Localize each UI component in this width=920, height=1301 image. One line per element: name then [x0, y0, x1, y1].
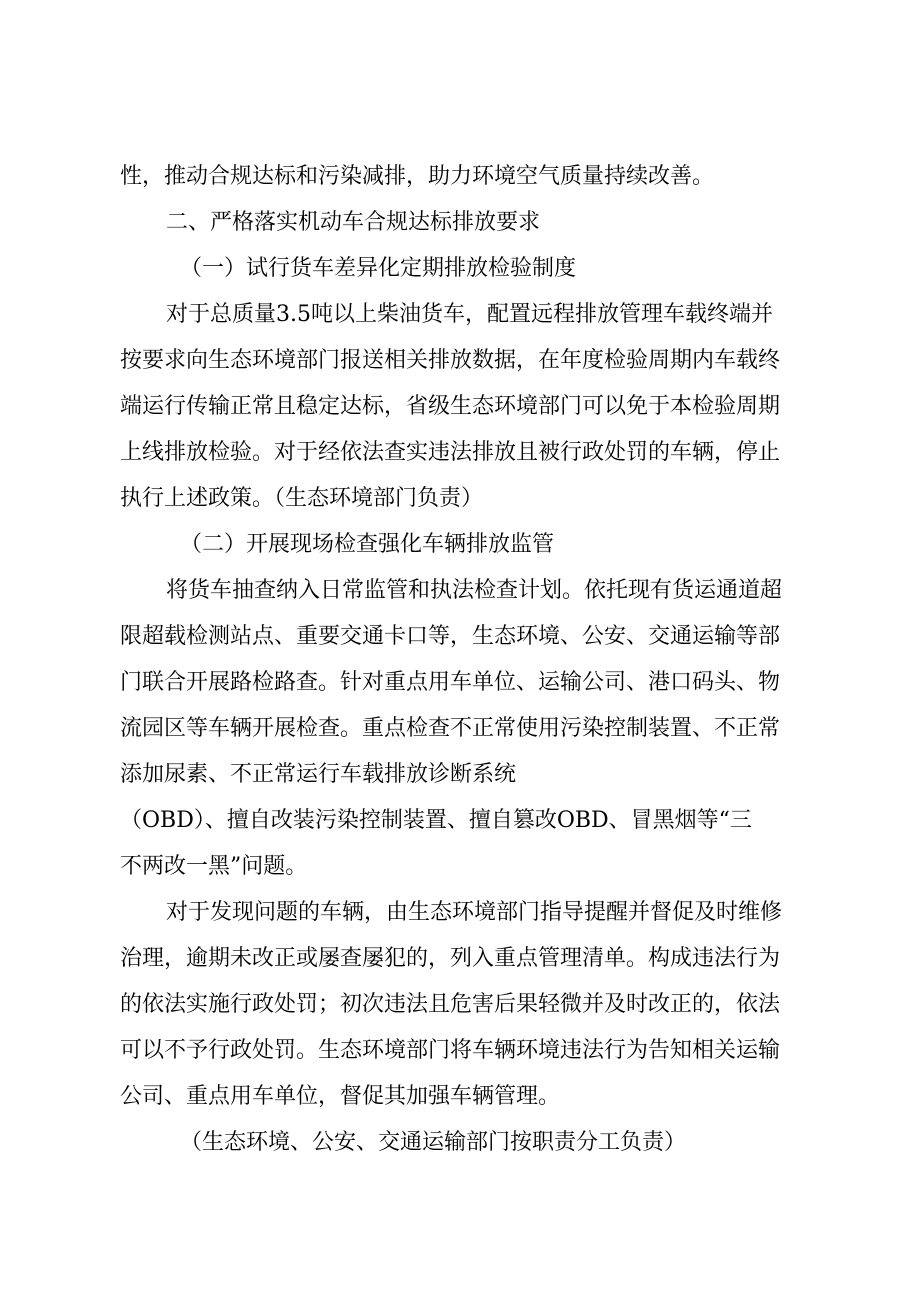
subsection-heading: （二）开展现场检查强化车辆排放监管	[180, 532, 555, 557]
text-line: 对于总质量3.5吨以上柴油货车，配置远程排放管理车载终端并	[166, 302, 773, 327]
text-line: 治理，逾期未改正或屡查屡犯的，列入重点管理清单。构成违法行为	[120, 946, 781, 971]
subsection-heading: （一）试行货车差异化定期排放检验制度	[180, 256, 577, 281]
text-line: （生态环境、公安、交通运输部门按职责分工负责）	[180, 1130, 687, 1155]
text-line: 公司、重点用车单位，督促其加强车辆管理。	[120, 1084, 561, 1109]
text-line: 限超载检测站点、重要交通卡口等，生态环境、公安、交通运输等部	[120, 624, 781, 649]
text-line: 的依法实施行政处罚；初次违法且危害后果轻微并及时改正的，依法	[120, 992, 781, 1017]
text-line: 将货车抽查纳入日常监管和执法检查计划。依托现有货运通道超	[166, 578, 783, 603]
text-line: 不两改一黑”问题。	[120, 854, 308, 879]
text-line: （OBD）、擅自改装污染控制装置、擅自篡改OBD、冒黑烟等“三	[120, 808, 752, 833]
text-line: 添加尿素、不正常运行车载排放诊断系统	[120, 762, 517, 787]
text-line: 流园区等车辆开展检查。重点检查不正常使用污染控制装置、不正常	[120, 716, 781, 741]
text-line: 按要求向生态环境部门报送相关排放数据，在年度检验周期内车载终	[120, 348, 781, 373]
text-line: 端运行传输正常且稳定达标，省级生态环境部门可以免于本检验周期	[120, 394, 781, 419]
text-line: 门联合开展路检路查。针对重点用车单位、运输公司、港口码头、物	[120, 670, 781, 695]
section-heading: 二、严格落实机动车合规达标排放要求	[166, 210, 541, 235]
text-line: 性，推动合规达标和污染减排，助力环境空气质量持续改善。	[120, 164, 715, 189]
text-line: 执行上述政策。（生态环境部门负责）	[120, 486, 484, 511]
text-line: 可以不予行政处罚。生态环境部门将车辆环境违法行为告知相关运输	[120, 1038, 781, 1063]
text-line: 对于发现问题的车辆，由生态环境部门指导提醒并督促及时维修	[166, 900, 783, 925]
text-line: 上线排放检验。对于经依法查实违法排放且被行政处罚的车辆，停止	[120, 440, 781, 465]
